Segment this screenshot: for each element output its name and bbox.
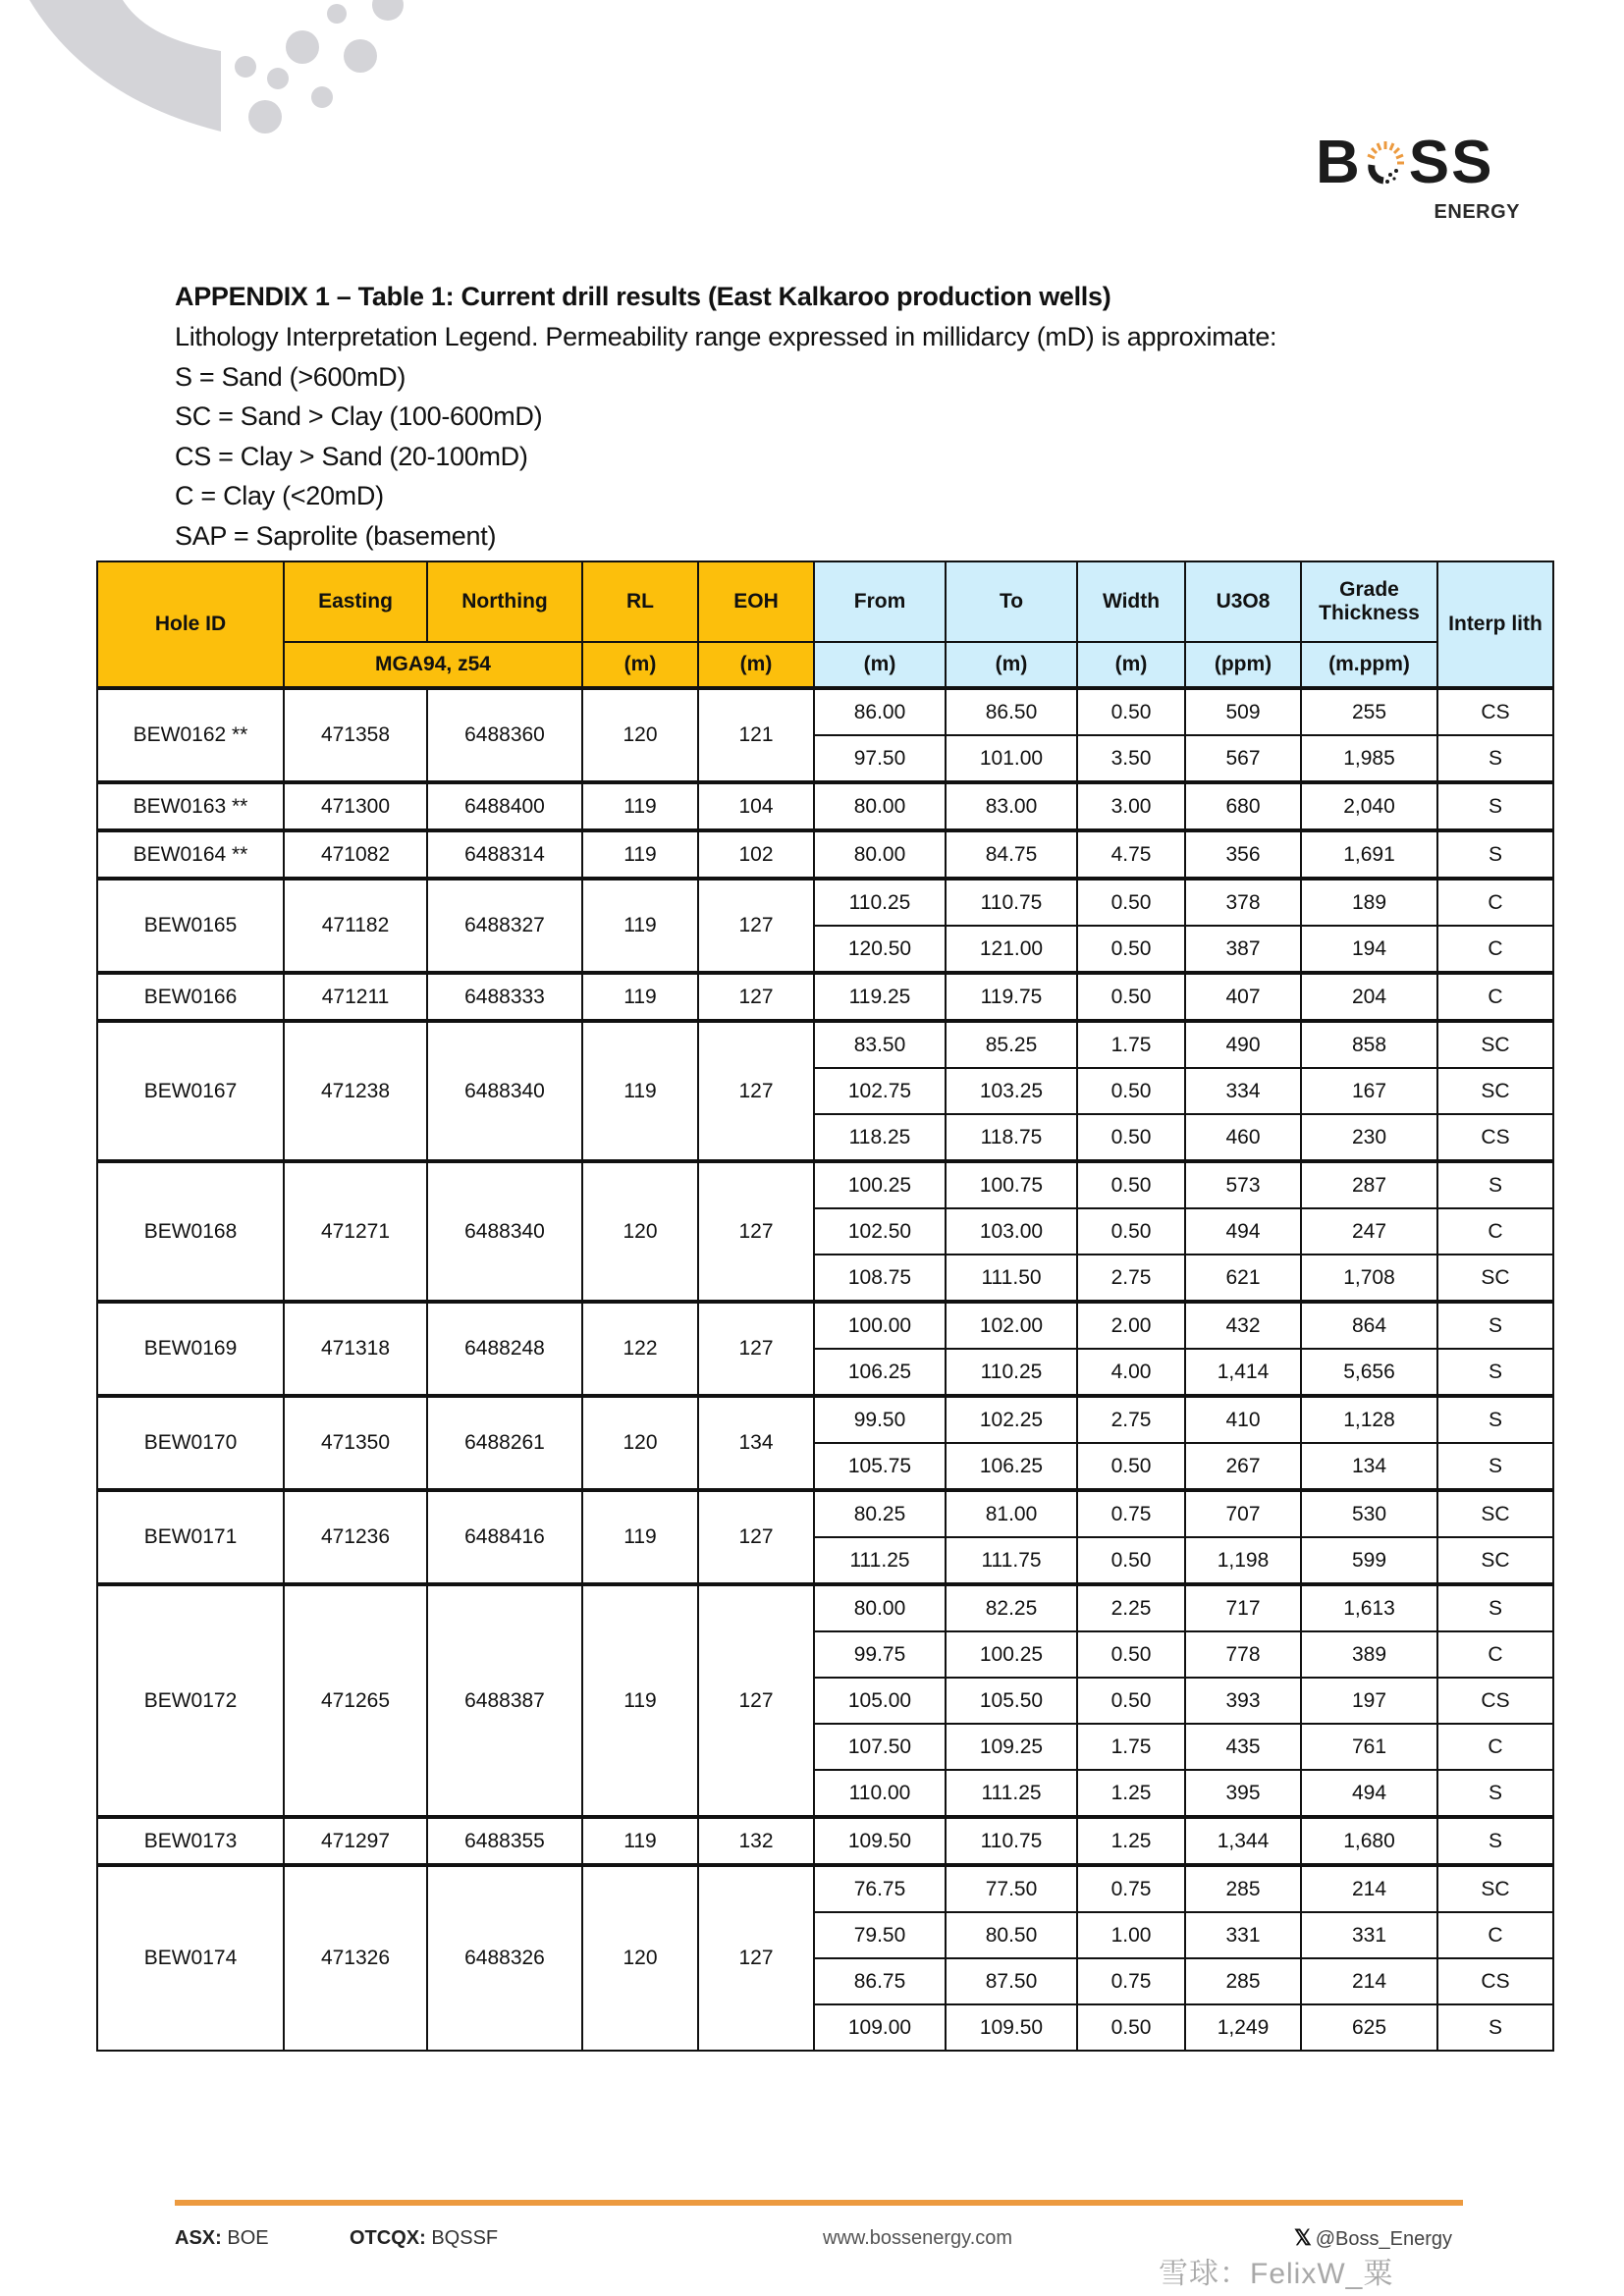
eoh-cell: 134 (698, 1396, 814, 1490)
northing-cell: 6488327 (427, 879, 582, 973)
width-cell: 0.50 (1077, 879, 1185, 926)
grade-thickness-cell: 204 (1301, 973, 1437, 1021)
to-cell: 100.75 (946, 1161, 1077, 1208)
grade-thickness-cell: 5,656 (1301, 1349, 1437, 1396)
grade-thickness-cell: 1,128 (1301, 1396, 1437, 1443)
from-cell: 120.50 (814, 926, 946, 973)
eoh-cell: 127 (698, 1302, 814, 1396)
northing-cell: 6488355 (427, 1817, 582, 1865)
drill-results-table (96, 561, 1554, 2052)
from-cell: 105.00 (814, 1678, 946, 1724)
width-cell: 3.50 (1077, 735, 1185, 782)
from-cell: 102.75 (814, 1068, 946, 1114)
eoh-cell: 132 (698, 1817, 814, 1865)
header-from: From (814, 561, 946, 642)
table-row (97, 782, 1553, 830)
eoh-cell: 102 (698, 830, 814, 879)
rl-cell: 120 (582, 1396, 698, 1490)
header-hole-id: Hole ID (97, 561, 284, 688)
width-cell: 2.75 (1077, 1396, 1185, 1443)
u3o8-cell: 621 (1185, 1255, 1301, 1302)
northing-cell: 6488314 (427, 830, 582, 879)
easting-cell: 471238 (284, 1021, 427, 1161)
interp-lith-cell: S (1437, 1396, 1553, 1443)
table-row (97, 1817, 1553, 1865)
grade-thickness-cell: 1,613 (1301, 1584, 1437, 1631)
to-cell: 110.75 (946, 1817, 1077, 1865)
from-cell: 97.50 (814, 735, 946, 782)
grade-thickness-cell: 1,708 (1301, 1255, 1437, 1302)
grade-thickness-cell: 255 (1301, 688, 1437, 735)
grade-thickness-cell: 189 (1301, 879, 1437, 926)
northing-cell: 6488340 (427, 1021, 582, 1161)
width-cell: 0.50 (1077, 1208, 1185, 1255)
footer-website-link[interactable]: www.bossenergy.com (823, 2227, 1013, 2249)
header-u3o8-unit: (ppm) (1185, 642, 1301, 688)
header-grade-thickness: Grade Thickness (1301, 561, 1437, 642)
u3o8-cell: 509 (1185, 688, 1301, 735)
northing-cell: 6488400 (427, 782, 582, 830)
to-cell: 102.00 (946, 1302, 1077, 1349)
easting-cell: 471297 (284, 1817, 427, 1865)
easting-cell: 471318 (284, 1302, 427, 1396)
legend-item-clay-sand: CS = Clay > Sand (20-100mD) (175, 441, 528, 471)
u3o8-cell: 567 (1185, 735, 1301, 782)
hole-id-cell: BEW0172 (97, 1584, 284, 1817)
header-u3o8: U3O8 (1185, 561, 1301, 642)
header-eoh-unit: (m) (698, 642, 814, 688)
grade-thickness-cell: 1,691 (1301, 830, 1437, 879)
interp-lith-cell: CS (1437, 1958, 1553, 2004)
from-cell: 102.50 (814, 1208, 946, 1255)
from-cell: 109.00 (814, 2004, 946, 2051)
to-cell: 103.00 (946, 1208, 1077, 1255)
interp-lith-cell: S (1437, 1349, 1553, 1396)
from-cell: 99.50 (814, 1396, 946, 1443)
u3o8-cell: 573 (1185, 1161, 1301, 1208)
rl-cell: 119 (582, 879, 698, 973)
eoh-cell: 127 (698, 1021, 814, 1161)
grade-thickness-cell: 167 (1301, 1068, 1437, 1114)
hole-id-cell: BEW0162 ** (97, 688, 284, 782)
to-cell: 85.25 (946, 1021, 1077, 1068)
to-cell: 86.50 (946, 688, 1077, 735)
width-cell: 1.75 (1077, 1724, 1185, 1770)
interp-lith-cell: S (1437, 1584, 1553, 1631)
to-cell: 81.00 (946, 1490, 1077, 1537)
interp-lith-cell: S (1437, 1817, 1553, 1865)
u3o8-cell: 490 (1185, 1021, 1301, 1068)
interp-lith-cell: CS (1437, 1678, 1553, 1724)
northing-cell: 6488416 (427, 1490, 582, 1584)
table-title: APPENDIX 1 – Table 1: Current drill results (East Kalkaroo production wells) (175, 282, 1111, 311)
to-cell: 111.75 (946, 1537, 1077, 1584)
interp-lith-cell: C (1437, 973, 1553, 1021)
width-cell: 0.50 (1077, 926, 1185, 973)
header-northing: Northing (427, 561, 582, 642)
table-intro (175, 282, 1451, 561)
from-cell: 100.25 (814, 1161, 946, 1208)
interp-lith-cell: S (1437, 830, 1553, 879)
otcqx-code: BQSSF (431, 2227, 499, 2249)
hole-id-cell: BEW0171 (97, 1490, 284, 1584)
grade-thickness-cell: 864 (1301, 1302, 1437, 1349)
interp-lith-cell: CS (1437, 1114, 1553, 1161)
easting-cell: 471326 (284, 1865, 427, 2051)
interp-lith-cell: SC (1437, 1865, 1553, 1912)
u3o8-cell: 717 (1185, 1584, 1301, 1631)
table-row (97, 1021, 1553, 1068)
to-cell: 106.25 (946, 1443, 1077, 1490)
rl-cell: 119 (582, 1817, 698, 1865)
easting-cell: 471211 (284, 973, 427, 1021)
width-cell: 0.50 (1077, 973, 1185, 1021)
width-cell: 0.50 (1077, 1678, 1185, 1724)
grade-thickness-cell: 134 (1301, 1443, 1437, 1490)
interp-lith-cell: SC (1437, 1021, 1553, 1068)
u3o8-cell: 435 (1185, 1724, 1301, 1770)
rl-cell: 119 (582, 1490, 698, 1584)
u3o8-cell: 285 (1185, 1958, 1301, 2004)
x-logo-icon: 𝕏 (1294, 2225, 1312, 2250)
interp-lith-cell: S (1437, 1161, 1553, 1208)
width-cell: 2.75 (1077, 1255, 1185, 1302)
width-cell: 0.50 (1077, 1114, 1185, 1161)
easting-cell: 471082 (284, 830, 427, 879)
to-cell: 87.50 (946, 1958, 1077, 2004)
width-cell: 1.25 (1077, 1817, 1185, 1865)
header-coord-unit: MGA94, z54 (284, 642, 582, 688)
hole-id-cell: BEW0166 (97, 973, 284, 1021)
table-row (97, 1161, 1553, 1208)
footer-otcqx (350, 2226, 498, 2250)
hole-id-cell: BEW0165 (97, 879, 284, 973)
interp-lith-cell: S (1437, 1443, 1553, 1490)
header-easting: Easting (284, 561, 427, 642)
from-cell: 83.50 (814, 1021, 946, 1068)
grade-thickness-cell: 247 (1301, 1208, 1437, 1255)
grade-thickness-cell: 1,680 (1301, 1817, 1437, 1865)
to-cell: 102.25 (946, 1396, 1077, 1443)
from-cell: 80.00 (814, 830, 946, 879)
boss-energy-logo (1316, 129, 1532, 226)
interp-lith-cell: SC (1437, 1537, 1553, 1584)
hole-id-cell: BEW0167 (97, 1021, 284, 1161)
width-cell: 0.75 (1077, 1490, 1185, 1537)
u3o8-cell: 378 (1185, 879, 1301, 926)
grade-thickness-cell: 530 (1301, 1490, 1437, 1537)
rl-cell: 119 (582, 830, 698, 879)
u3o8-cell: 407 (1185, 973, 1301, 1021)
interp-lith-cell: S (1437, 735, 1553, 782)
interp-lith-cell: C (1437, 1912, 1553, 1958)
from-cell: 110.00 (814, 1770, 946, 1817)
table-row (97, 688, 1553, 735)
footer-x-handle[interactable] (1294, 2226, 1452, 2251)
u3o8-cell: 334 (1185, 1068, 1301, 1114)
from-cell: 86.75 (814, 1958, 946, 2004)
rl-cell: 119 (582, 782, 698, 830)
interp-lith-cell: CS (1437, 688, 1553, 735)
grade-thickness-cell: 197 (1301, 1678, 1437, 1724)
to-cell: 110.25 (946, 1349, 1077, 1396)
northing-cell: 6488340 (427, 1161, 582, 1302)
from-cell: 108.75 (814, 1255, 946, 1302)
northing-cell: 6488261 (427, 1396, 582, 1490)
legend-item-sand-clay: SC = Sand > Clay (100-600mD) (175, 401, 543, 431)
to-cell: 105.50 (946, 1678, 1077, 1724)
width-cell: 1.00 (1077, 1912, 1185, 1958)
rl-cell: 119 (582, 1584, 698, 1817)
width-cell: 0.75 (1077, 1958, 1185, 2004)
width-cell: 0.50 (1077, 2004, 1185, 2051)
northing-cell: 6488248 (427, 1302, 582, 1396)
logo-wordmark: B SS (1316, 129, 1494, 196)
to-cell: 83.00 (946, 782, 1077, 830)
x-handle-text: @Boss_Energy (1315, 2228, 1452, 2250)
from-cell: 106.25 (814, 1349, 946, 1396)
asx-label: ASX: (175, 2227, 222, 2249)
table-row (97, 879, 1553, 926)
legend-intro: Lithology Interpretation Legend. Permeability range expressed in millidarcy (mD) is approximate: (175, 322, 1277, 351)
footer-asx (175, 2226, 269, 2250)
u3o8-cell: 395 (1185, 1770, 1301, 1817)
u3o8-cell: 494 (1185, 1208, 1301, 1255)
easting-cell: 471265 (284, 1584, 427, 1817)
hole-id-cell: BEW0164 ** (97, 830, 284, 879)
eoh-cell: 127 (698, 973, 814, 1021)
width-cell: 3.00 (1077, 782, 1185, 830)
interp-lith-cell: C (1437, 1724, 1553, 1770)
header-interp-lith: Interp lith (1437, 561, 1553, 688)
eoh-cell: 127 (698, 1161, 814, 1302)
grade-thickness-cell: 287 (1301, 1161, 1437, 1208)
grade-thickness-cell: 389 (1301, 1631, 1437, 1678)
header-to-unit: (m) (946, 642, 1077, 688)
header-gt-unit: (m.ppm) (1301, 642, 1437, 688)
legend-item-sand: S = Sand (>600mD) (175, 361, 406, 392)
u3o8-cell: 460 (1185, 1114, 1301, 1161)
footer-divider (175, 2200, 1463, 2206)
easting-cell: 471236 (284, 1490, 427, 1584)
interp-lith-cell: SC (1437, 1068, 1553, 1114)
width-cell: 0.50 (1077, 1068, 1185, 1114)
u3o8-cell: 387 (1185, 926, 1301, 973)
from-cell: 80.25 (814, 1490, 946, 1537)
interp-lith-cell: S (1437, 1302, 1553, 1349)
to-cell: 101.00 (946, 735, 1077, 782)
hole-id-cell: BEW0163 ** (97, 782, 284, 830)
rl-cell: 119 (582, 973, 698, 1021)
width-cell: 0.50 (1077, 1443, 1185, 1490)
to-cell: 100.25 (946, 1631, 1077, 1678)
u3o8-cell: 778 (1185, 1631, 1301, 1678)
width-cell: 0.50 (1077, 688, 1185, 735)
rl-cell: 120 (582, 1161, 698, 1302)
u3o8-cell: 356 (1185, 830, 1301, 879)
drill-results-body (97, 688, 1553, 2051)
rl-cell: 122 (582, 1302, 698, 1396)
width-cell: 0.50 (1077, 1537, 1185, 1584)
grade-thickness-cell: 214 (1301, 1865, 1437, 1912)
from-cell: 100.00 (814, 1302, 946, 1349)
background-arc-graphic (0, 0, 550, 196)
from-cell: 109.50 (814, 1817, 946, 1865)
northing-cell: 6488333 (427, 973, 582, 1021)
u3o8-cell: 331 (1185, 1912, 1301, 1958)
eoh-cell: 127 (698, 1584, 814, 1817)
u3o8-cell: 393 (1185, 1678, 1301, 1724)
header-from-unit: (m) (814, 642, 946, 688)
easting-cell: 471182 (284, 879, 427, 973)
eoh-cell: 121 (698, 688, 814, 782)
table-row (97, 1865, 1553, 1912)
hole-id-cell: BEW0168 (97, 1161, 284, 1302)
grade-thickness-cell: 230 (1301, 1114, 1437, 1161)
to-cell: 80.50 (946, 1912, 1077, 1958)
interp-lith-cell: C (1437, 1631, 1553, 1678)
sun-o-icon (1364, 137, 1407, 188)
interp-lith-cell: S (1437, 2004, 1553, 2051)
eoh-cell: 104 (698, 782, 814, 830)
u3o8-cell: 680 (1185, 782, 1301, 830)
header-rl: RL (582, 561, 698, 642)
u3o8-cell: 1,344 (1185, 1817, 1301, 1865)
northing-cell: 6488360 (427, 688, 582, 782)
to-cell: 103.25 (946, 1068, 1077, 1114)
width-cell: 0.50 (1077, 1161, 1185, 1208)
from-cell: 110.25 (814, 879, 946, 926)
interp-lith-cell: C (1437, 926, 1553, 973)
width-cell: 0.75 (1077, 1865, 1185, 1912)
from-cell: 107.50 (814, 1724, 946, 1770)
grade-thickness-cell: 494 (1301, 1770, 1437, 1817)
to-cell: 109.50 (946, 2004, 1077, 2051)
u3o8-cell: 1,198 (1185, 1537, 1301, 1584)
interp-lith-cell: S (1437, 1770, 1553, 1817)
northing-cell: 6488326 (427, 1865, 582, 2051)
table-row (97, 1584, 1553, 1631)
rl-cell: 120 (582, 688, 698, 782)
eoh-cell: 127 (698, 879, 814, 973)
u3o8-cell: 1,249 (1185, 2004, 1301, 2051)
interp-lith-cell: C (1437, 1208, 1553, 1255)
to-cell: 77.50 (946, 1865, 1077, 1912)
grade-thickness-cell: 858 (1301, 1021, 1437, 1068)
u3o8-cell: 707 (1185, 1490, 1301, 1537)
from-cell: 80.00 (814, 1584, 946, 1631)
width-cell: 1.25 (1077, 1770, 1185, 1817)
grade-thickness-cell: 761 (1301, 1724, 1437, 1770)
from-cell: 111.25 (814, 1537, 946, 1584)
to-cell: 84.75 (946, 830, 1077, 879)
interp-lith-cell: SC (1437, 1255, 1553, 1302)
header-width: Width (1077, 561, 1185, 642)
grade-thickness-cell: 1,985 (1301, 735, 1437, 782)
to-cell: 110.75 (946, 879, 1077, 926)
hole-id-cell: BEW0169 (97, 1302, 284, 1396)
asx-code: BOE (227, 2227, 269, 2249)
otcqx-label: OTCQX: (350, 2227, 426, 2249)
grade-thickness-cell: 194 (1301, 926, 1437, 973)
to-cell: 119.75 (946, 973, 1077, 1021)
from-cell: 105.75 (814, 1443, 946, 1490)
easting-cell: 471350 (284, 1396, 427, 1490)
table-row (97, 1396, 1553, 1443)
width-cell: 2.00 (1077, 1302, 1185, 1349)
width-cell: 4.75 (1077, 830, 1185, 879)
eoh-cell: 127 (698, 1490, 814, 1584)
interp-lith-cell: SC (1437, 1490, 1553, 1537)
from-cell: 119.25 (814, 973, 946, 1021)
grade-thickness-cell: 625 (1301, 2004, 1437, 2051)
rl-cell: 119 (582, 1021, 698, 1161)
interp-lith-cell: C (1437, 879, 1553, 926)
table-row (97, 830, 1553, 879)
northing-cell: 6488387 (427, 1584, 582, 1817)
eoh-cell: 127 (698, 1865, 814, 2051)
width-cell: 0.50 (1077, 1631, 1185, 1678)
width-cell: 4.00 (1077, 1349, 1185, 1396)
header-eoh: EOH (698, 561, 814, 642)
header-width-unit: (m) (1077, 642, 1185, 688)
u3o8-cell: 285 (1185, 1865, 1301, 1912)
easting-cell: 471271 (284, 1161, 427, 1302)
header-to: To (946, 561, 1077, 642)
hole-id-cell: BEW0170 (97, 1396, 284, 1490)
width-cell: 2.25 (1077, 1584, 1185, 1631)
header-rl-unit: (m) (582, 642, 698, 688)
easting-cell: 471300 (284, 782, 427, 830)
to-cell: 109.25 (946, 1724, 1077, 1770)
grade-thickness-cell: 599 (1301, 1537, 1437, 1584)
grade-thickness-cell: 331 (1301, 1912, 1437, 1958)
to-cell: 121.00 (946, 926, 1077, 973)
logo-subtitle: ENERGY (1434, 201, 1520, 223)
table-row (97, 1490, 1553, 1537)
from-cell: 86.00 (814, 688, 946, 735)
u3o8-cell: 267 (1185, 1443, 1301, 1490)
rl-cell: 120 (582, 1865, 698, 2051)
from-cell: 76.75 (814, 1865, 946, 1912)
watermark: 雪球：FelixW_粟 (1159, 2258, 1394, 2290)
grade-thickness-cell: 214 (1301, 1958, 1437, 2004)
to-cell: 111.50 (946, 1255, 1077, 1302)
from-cell: 99.75 (814, 1631, 946, 1678)
hole-id-cell: BEW0174 (97, 1865, 284, 2051)
to-cell: 111.25 (946, 1770, 1077, 1817)
interp-lith-cell: S (1437, 782, 1553, 830)
from-cell: 118.25 (814, 1114, 946, 1161)
u3o8-cell: 410 (1185, 1396, 1301, 1443)
table-row (97, 1302, 1553, 1349)
u3o8-cell: 1,414 (1185, 1349, 1301, 1396)
legend-item-saprolite: SAP = Saprolite (basement) (175, 520, 497, 551)
hole-id-cell: BEW0173 (97, 1817, 284, 1865)
from-cell: 80.00 (814, 782, 946, 830)
to-cell: 118.75 (946, 1114, 1077, 1161)
from-cell: 79.50 (814, 1912, 946, 1958)
grade-thickness-cell: 2,040 (1301, 782, 1437, 830)
to-cell: 82.25 (946, 1584, 1077, 1631)
easting-cell: 471358 (284, 688, 427, 782)
table-row (97, 973, 1553, 1021)
legend-item-clay: C = Clay (<20mD) (175, 481, 384, 510)
width-cell: 1.75 (1077, 1021, 1185, 1068)
u3o8-cell: 432 (1185, 1302, 1301, 1349)
